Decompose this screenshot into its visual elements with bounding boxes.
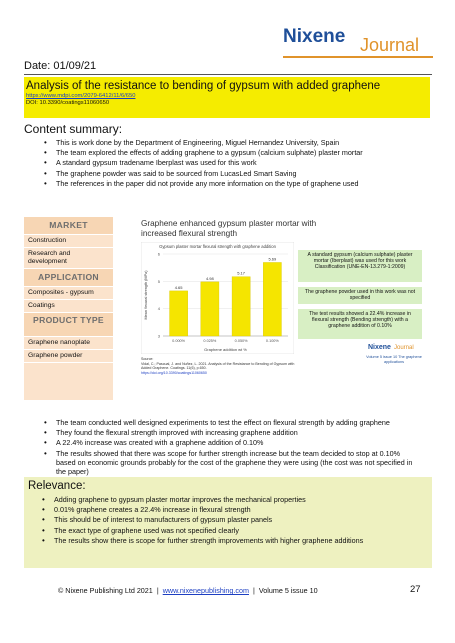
source-citation: Vidal, C.; Pascual, J. and Nuñez, L. 2021. Analysis of the Resistance to Bending of Gypsum with Added Graphene. Coatings. 11(6), p.650. (141, 361, 295, 371)
bar (170, 291, 188, 336)
page-number: 27 (410, 584, 421, 595)
application-item: Coatings (24, 300, 113, 313)
infographic-panel (117, 217, 430, 400)
application-heading: APPLICATION (24, 269, 113, 287)
mini-logo-journal: Journal (394, 345, 414, 351)
source-link[interactable]: https://doi.org/10.3390/coatings11060650 (141, 370, 207, 375)
bar (201, 282, 219, 336)
bar (263, 262, 281, 336)
bar-value-label: 4.98 (205, 275, 214, 281)
summary-list (36, 138, 418, 189)
product-item: Graphene nanoplate (24, 337, 113, 350)
logo-text-journal: Journal (360, 35, 420, 55)
summary-item: • The team explored the effects of adding graphene to a gypsum (calcium sulphate) plaster mortar (36, 148, 418, 157)
mini-logo-tagline: Volume 5 issue 10 The graphene applications (366, 355, 422, 364)
results-item: • The team conducted well designed experiments to test the effect on flexural strength by adding graphene (36, 418, 418, 427)
y-tick-label: 6 (157, 251, 160, 257)
relevance-box (24, 477, 432, 568)
bar (232, 277, 250, 336)
y-tick-label: 3 (157, 333, 160, 339)
x-tick-label: 0.000% (172, 339, 186, 343)
results-item: • They found the flexural strength improved with increasing graphene addition (36, 428, 418, 437)
market-heading: MARKET (24, 217, 113, 235)
mini-journal-logo (358, 344, 428, 370)
chart-svg (141, 242, 294, 354)
results-list (36, 418, 418, 477)
relevance-item: • This should be of interest to manufacturers of gypsum plaster panels (34, 515, 414, 524)
caption-graphene-powder: The graphene powder used in this work was not specified (298, 287, 422, 304)
infographic-title: Graphene enhanced gypsum plaster mortar with increased flexural strength (141, 219, 317, 238)
summary-item: • The references in the paper did not provide any more information on the type of graphene used (36, 179, 418, 188)
y-axis-label: Mean flexural strength (MPa) (144, 270, 148, 320)
application-item: Composites - gypsum (24, 287, 113, 300)
relevance-item: • 0.01% graphene creates a 22.4% increase in flexural strength (34, 505, 414, 514)
results-item: • A 22.4% increase was created with a graphene addition of 0.10% (36, 438, 418, 447)
relevance-list (34, 495, 414, 546)
product-item: Graphene powder (24, 350, 113, 363)
footer-website-link[interactable]: www.nixenepublishing.com (162, 586, 249, 595)
x-axis-label: Graphene addition wt % (204, 347, 247, 352)
market-item: Construction (24, 235, 113, 248)
mini-logo-nixene: Nixene (368, 344, 391, 351)
logo-underline (283, 56, 433, 58)
article-title: Analysis of the resistance to bending of gypsum with added graphene (26, 80, 381, 92)
footer-issue: Volume 5 issue 10 (258, 586, 318, 595)
figure-source (141, 357, 301, 375)
article-title-box (24, 77, 430, 118)
relevance-item: • The exact type of graphene used was not specified clearly (34, 526, 414, 535)
x-tick-label: 0.100% (265, 339, 279, 343)
x-tick-label: 0.025% (203, 339, 217, 343)
bar-value-label: 5.69 (268, 256, 277, 262)
relevance-item: • Adding graphene to gypsum plaster mortar improves the mechanical properties (34, 495, 414, 504)
y-tick-label: 5 (157, 278, 160, 284)
footer-copyright: © Nixene Publishing Ltd 2021 (58, 586, 153, 595)
y-tick-label: 4 (157, 306, 160, 312)
bar-value-label: 4.65 (174, 284, 183, 290)
classification-sidebar (24, 217, 113, 400)
journal-logo (283, 26, 433, 60)
x-tick-label: 0.050% (234, 339, 248, 343)
footer-separator: | (156, 586, 159, 595)
article-date: Date: 01/09/21 (24, 60, 432, 75)
article-url-link[interactable]: https://www.mdpi.com/2079-6412/11/6/650 (26, 93, 136, 99)
results-item: • The results showed that there was scope for further strength increase but the team decided to stop at 0.10% based on economic grounds probably for the cost of the graphene they were using (the cost was not specified in the paper) (36, 449, 418, 477)
logo-text-nixene: Nixene (283, 26, 346, 47)
chart-title: Gypsum plaster mortar flexural strength with graphene addition (159, 244, 276, 249)
caption-test-results: The test results showed a 22.4% increase in flexural strength (Bending strength) with a graphene addition of 0.10% (298, 309, 422, 339)
relevance-item: • The results show there is scope for further strength improvements with higher graphene additions (34, 536, 414, 545)
article-doi: DOI: 10.3390/coatings11060650 (26, 100, 110, 106)
product-type-heading: PRODUCT TYPE (24, 313, 113, 337)
relevance-heading: Relevance: (28, 480, 86, 492)
footer-separator: | (252, 586, 255, 595)
summary-item: • A standard gypsum tradename Iberplast was used for this work (36, 158, 418, 167)
caption-gypsum: A standard gypsum (calcium sulphate) plaster mortar (Iberplast) was used for this work Classification (UNE-EN-13.279-1:2009) (298, 250, 422, 282)
summary-item: • The graphene powder was said to be sourced from LucasLed Smart Saving (36, 169, 418, 178)
summary-item: • This is work done by the Department of Engineering, Miguel Hernandez University, Spain (36, 138, 418, 147)
market-item: Research and development (24, 248, 113, 269)
flexural-strength-chart (141, 242, 294, 354)
bar-value-label: 5.17 (237, 270, 246, 276)
summary-heading: Content summary: (24, 122, 123, 136)
source-label: Source: (141, 357, 154, 361)
page-footer (58, 586, 408, 595)
